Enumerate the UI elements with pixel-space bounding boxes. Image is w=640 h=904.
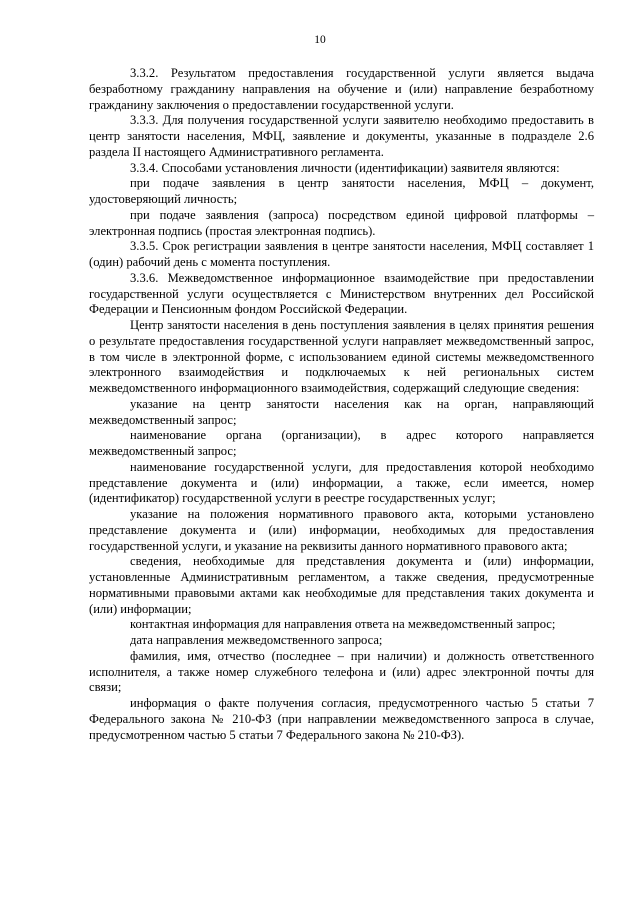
- paragraph-item-requesting-authority: указание на центр занятости населения как на орган, направляющий межведомственный запрос;: [89, 396, 594, 427]
- paragraph-item-required-info: сведения, необходимые для представления документа и (или) информации, установленные Административным регламентом, а также сведения, предусмотренные нормативными правовыми актами как необходимые для представления таких документа и (или) информации;: [89, 554, 594, 616]
- paragraph-item-request-date: дата направления межведомственного запроса;: [130, 633, 383, 647]
- paragraph-3-3-2: 3.3.2. Результатом предоставления государственной услуги является выдача безработному гражданину направления на обучение и (или) направление безработному гражданину заключения о предоставлении государственной услуги.: [89, 66, 594, 112]
- paragraph-item-service-name: наименование государственной услуги, для предоставления которой необходимо представление документа и (или) информации, а также, если имеется, номер (идентификатор) государственной услуги в реестре государственных услуг;: [89, 459, 594, 506]
- paragraph-interagency-request: Центр занятости населения в день поступления заявления в целях принятия решения о результате предоставления государственной услуги направляет межведомственный запрос, в том числе в электронной форме, с использованием единой системы межведомственного электронного взаимодействия и подключаемых к ней региональных систем межведомственного информационного взаимодействия, содержащий следующие сведения:: [89, 318, 594, 395]
- paragraph-identification-digital: при подаче заявления (запроса) посредством единой цифровой платформы – электронная подпись (простая электронная подпись).: [89, 207, 594, 238]
- paragraph-identification-mfc: при подаче заявления в центр занятости населения, МФЦ – документ, удостоверяющий личность;: [89, 176, 594, 206]
- page-number: 10: [314, 34, 326, 46]
- paragraph-item-legal-act: указание на положения нормативного правового акта, которыми установлено представление документа и (или) информации, необходимых для предоставления государственной услуги, и указание на реквизиты данного нормативного правового акта;: [89, 507, 594, 553]
- paragraph-item-contact-info: контактная информация для направления ответа на межведомственный запрос;: [130, 617, 556, 632]
- document-body: [89, 66, 594, 743]
- paragraph-item-consent: информация о факте получения согласия, предусмотренного частью 5 статьи 7 Федерального закона № 210-ФЗ (при направлении межведомственного запроса в случае, предусмотренном частью 5 статьи 7 Федерального закона № 210-ФЗ).: [89, 696, 594, 742]
- paragraph-3-3-5: 3.3.5. Срок регистрации заявления в центре занятости населения, МФЦ составляет 1 (один) рабочий день с момента поступления.: [89, 239, 594, 269]
- paragraph-item-recipient-authority: наименование органа (организации), в адрес которого направляется межведомственный запрос;: [89, 428, 594, 458]
- paragraph-3-3-3: 3.3.3. Для получения государственной услуги заявителю необходимо предоставить в центр занятости населения, МФЦ, заявление и документы, указанные в подразделе 2.6 раздела II настоящего Административного регламента.: [89, 113, 594, 159]
- paragraph-3-3-4: 3.3.4. Способами установления личности (идентификации) заявителя являются:: [130, 160, 560, 175]
- paragraph-3-3-6: 3.3.6. Межведомственное информационное взаимодействие при предоставлении государственной услуги осуществляется с Министерством внутренних дел Российской Федерации и Пенсионным фондом Российской Федерации.: [89, 270, 594, 317]
- paragraph-item-executor: фамилия, имя, отчество (последнее – при наличии) и должность ответственного исполнителя, а также номер служебного телефона и (или) адрес электронной почты для связи;: [89, 648, 594, 695]
